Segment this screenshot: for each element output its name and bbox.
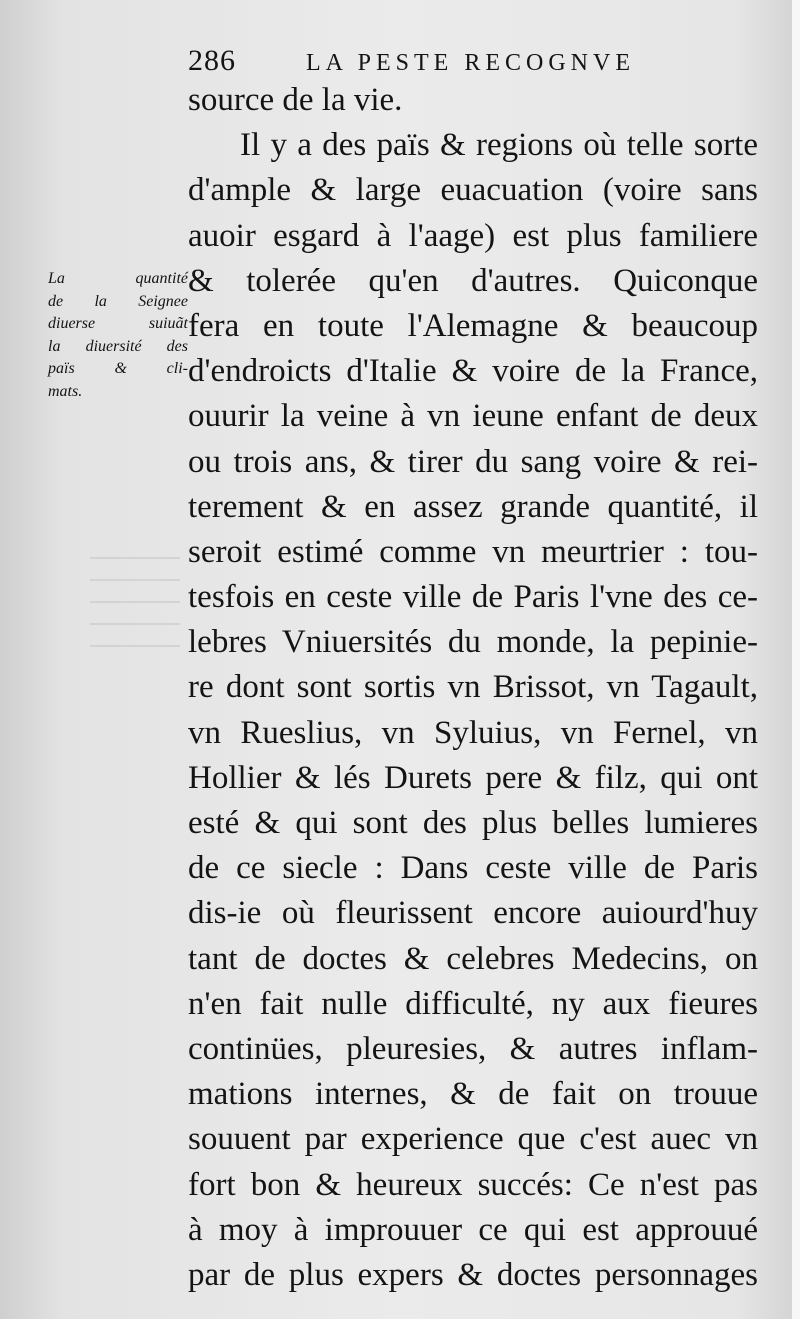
text-line: d'ample & large euacuation (voire sans: [188, 172, 758, 209]
margin-note-line: La quantité: [48, 270, 188, 287]
text-line: terement & en assez grande quantité, il: [188, 488, 758, 525]
text-line: souuent par experience que c'est auec vn: [188, 1121, 758, 1158]
text-line: à moy à improuuer ce qui est approuué: [188, 1211, 758, 1248]
text-line: mations internes, & de fait on trouue: [188, 1076, 758, 1113]
text-line: & tolerée qu'en d'autres. Quiconque: [188, 262, 758, 299]
page-edge: [792, 0, 800, 1319]
text-line: re dont sont sortis vn Brissot, vn Tagault,: [188, 669, 758, 706]
margin-note-line: mats.: [48, 382, 83, 400]
text-line: continües, pleuresies, & autres inflam-: [188, 1030, 758, 1067]
margin-note-line: païs & cli-: [48, 360, 188, 377]
text-line: de ce siecle : Dans ceste ville de Paris: [188, 850, 758, 887]
text-line: tant de doctes & celebres Medecins, on: [188, 940, 758, 977]
text-line: auoir esgard à l'aage) est plus familiere: [188, 217, 758, 254]
text-line: source de la vie.: [188, 82, 403, 118]
body-text: [188, 78, 758, 1298]
text-line: vn Rueslius, vn Syluius, vn Fernel, vn: [188, 714, 758, 751]
margin-note-line: la diuersité des: [48, 337, 188, 355]
show-through-marks: [90, 545, 180, 655]
text-line: seroit estimé comme vn meurtrier : tou-: [188, 533, 758, 570]
text-line: d'endroicts d'Italie & voire de la France,: [188, 353, 758, 390]
text-line: ouurir la veine à vn ieune enfant de deux: [188, 398, 758, 435]
margin-note-line: diuerse suiuãt: [48, 315, 188, 332]
margin-note-line: de la Seignee: [48, 292, 188, 310]
text-line: dis-ie où fleurissent encore auiourd'huy: [188, 895, 758, 932]
text-line: esté & qui sont des plus belles lumieres: [188, 805, 758, 841]
text-line: n'en fait nulle difficulté, ny aux fieures: [188, 985, 758, 1022]
text-line: Il y a des païs & regions où telle sorte: [240, 127, 758, 164]
text-line: lebres Vniuersités du monde, la pepinie-: [188, 624, 758, 661]
text-line: tesfois en ceste ville de Paris l'vne des ce-: [188, 579, 758, 616]
text-line: Hollier & lés Durets pere & filz, qui ont: [188, 759, 758, 796]
text-line: ou trois ans, & tirer du sang voire & rei-: [188, 443, 758, 480]
page-number: 286: [188, 44, 236, 77]
text-line: fort bon & heureux succés: Ce n'est pas: [188, 1166, 758, 1203]
text-line: par de plus expers & doctes personnages: [188, 1256, 758, 1293]
running-title: LA PESTE RECOGNVE: [306, 50, 636, 76]
margin-note: [48, 268, 188, 403]
text-line: fera en toute l'Alemagne & beaucoup: [188, 307, 758, 344]
